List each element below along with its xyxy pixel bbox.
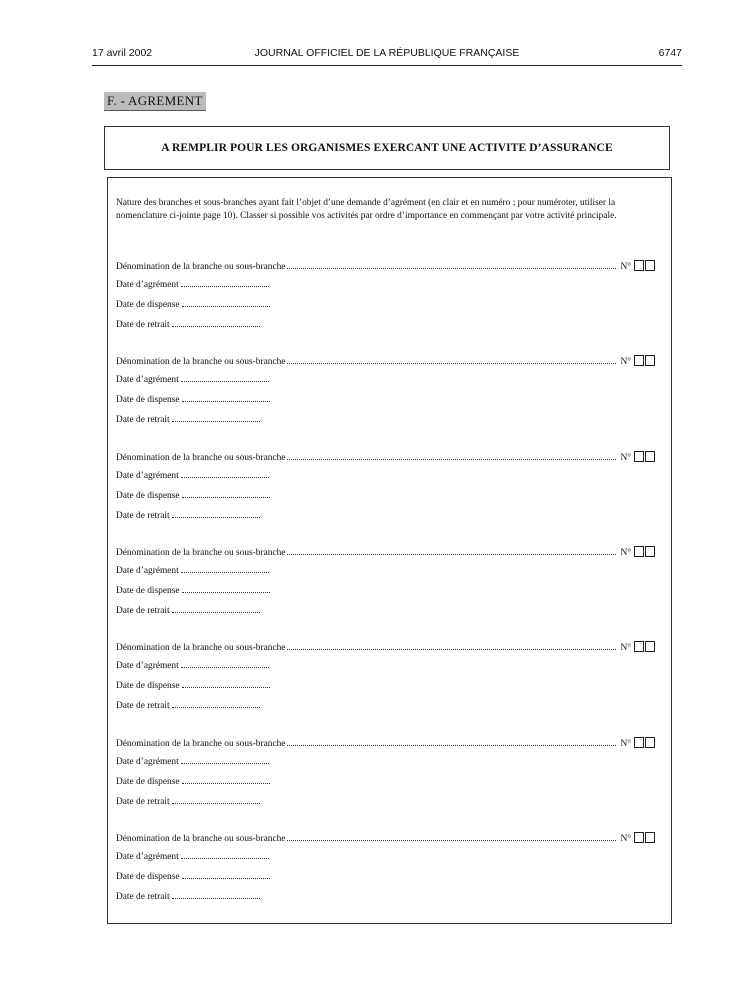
branch-group [116, 353, 656, 433]
dispense-field[interactable] [182, 489, 270, 498]
denomination-label: Dénomination de la branche ou sous-branche [116, 833, 286, 844]
numero-label: N° [620, 452, 631, 463]
numero-box[interactable] [634, 451, 644, 462]
agrement-label: Date d’agrément [116, 851, 179, 862]
numero-box[interactable] [645, 355, 655, 366]
dispense-label: Date de dispense [116, 871, 180, 882]
branch-group [116, 258, 656, 338]
denomination-field[interactable] [287, 355, 616, 364]
numero-box[interactable] [645, 260, 655, 271]
agrement-line [116, 564, 271, 578]
dispense-line [116, 298, 272, 312]
agrement-line [116, 659, 271, 673]
dispense-line [116, 489, 272, 503]
branch-group [116, 449, 656, 529]
agrement-label: Date d’agrément [116, 470, 179, 481]
denomination-label: Dénomination de la branche ou sous-branche [116, 357, 286, 368]
header-page-number: 6747 [658, 47, 682, 59]
retrait-field[interactable] [172, 890, 260, 899]
retrait-label: Date de retrait [116, 701, 170, 712]
retrait-line [116, 509, 262, 523]
denomination-line [116, 353, 656, 367]
retrait-line [116, 318, 262, 332]
numero-box[interactable] [645, 451, 655, 462]
form-instructions: Nature des branches et sous-branches ayant fait l’objet d’une demande d’agrément (en clair et en numéro ; pour numéroter, utiliser la nomenclature ci-jointe page 10). Classer si possible vos activités par ordre d’importance en commençant par votre activité principale. [116, 198, 617, 221]
numero-box[interactable] [645, 737, 655, 748]
branch-group [116, 639, 656, 719]
denomination-label: Dénomination de la branche ou sous-branche [116, 262, 286, 272]
agrement-line [116, 469, 271, 483]
agrement-label: Date d’agrément [116, 756, 179, 767]
denomination-label: Dénomination de la branche ou sous-branche [116, 738, 286, 749]
numero-boxes[interactable] [634, 641, 656, 652]
numero-boxes[interactable] [634, 451, 656, 462]
dispense-field[interactable] [182, 298, 270, 307]
denomination-line [116, 544, 656, 558]
numero-label: N° [620, 547, 631, 558]
numero-box[interactable] [634, 832, 644, 843]
branch-group [116, 544, 656, 624]
numero-label: N° [620, 262, 631, 272]
dispense-field[interactable] [182, 679, 270, 688]
agrement-line [116, 850, 271, 864]
dispense-field[interactable] [182, 393, 270, 402]
denomination-line [116, 639, 656, 653]
retrait-label: Date de retrait [116, 796, 170, 807]
numero-box[interactable] [645, 641, 655, 652]
retrait-field[interactable] [172, 795, 260, 804]
agrement-field[interactable] [181, 373, 269, 382]
dispense-line [116, 870, 272, 884]
branch-group [116, 830, 656, 910]
numero-box[interactable] [645, 546, 655, 557]
retrait-field[interactable] [172, 509, 260, 518]
form-banner: A REMPLIR POUR LES ORGANISMES EXERCANT UNE ACTIVITE D’ASSURANCE [104, 126, 670, 170]
retrait-label: Date de retrait [116, 891, 170, 902]
agrement-line [116, 278, 271, 292]
retrait-field[interactable] [172, 318, 260, 327]
agrement-line [116, 373, 271, 387]
retrait-label: Date de retrait [116, 605, 170, 616]
dispense-field[interactable] [182, 870, 270, 879]
dispense-label: Date de dispense [116, 395, 180, 406]
dispense-line [116, 775, 272, 789]
dispense-field[interactable] [182, 584, 270, 593]
denomination-line [116, 735, 656, 749]
numero-boxes[interactable] [634, 546, 656, 557]
denomination-line [116, 449, 656, 463]
agrement-field[interactable] [181, 659, 269, 668]
numero-boxes[interactable] [634, 737, 656, 748]
page-header [92, 43, 682, 66]
denomination-line [116, 258, 656, 272]
retrait-line [116, 604, 262, 618]
denomination-field[interactable] [287, 641, 616, 650]
numero-label: N° [620, 833, 631, 844]
denomination-field[interactable] [287, 260, 616, 269]
numero-boxes[interactable] [634, 832, 656, 843]
agrement-field[interactable] [181, 755, 269, 764]
denomination-field[interactable] [287, 832, 616, 841]
retrait-label: Date de retrait [116, 415, 170, 426]
agrement-line [116, 755, 271, 769]
numero-box[interactable] [634, 546, 644, 557]
retrait-field[interactable] [172, 699, 260, 708]
retrait-line [116, 890, 262, 904]
dispense-line [116, 584, 272, 598]
dispense-label: Date de dispense [116, 490, 180, 501]
dispense-label: Date de dispense [116, 300, 180, 310]
denomination-label: Dénomination de la branche ou sous-branche [116, 643, 286, 654]
agrement-field[interactable] [181, 850, 269, 859]
header-date: 17 avril 2002 [92, 47, 153, 59]
retrait-field[interactable] [172, 413, 260, 422]
numero-box[interactable] [634, 641, 644, 652]
dispense-line [116, 679, 272, 693]
dispense-label: Date de dispense [116, 585, 180, 596]
numero-box[interactable] [634, 737, 644, 748]
agrement-field[interactable] [181, 278, 269, 287]
numero-box[interactable] [634, 355, 644, 366]
denomination-label: Dénomination de la branche ou sous-branche [116, 452, 286, 463]
agrement-field[interactable] [181, 469, 269, 478]
agrement-label: Date d’agrément [116, 375, 179, 386]
numero-label: N° [620, 357, 631, 368]
denomination-label: Dénomination de la branche ou sous-branche [116, 547, 286, 558]
denomination-field[interactable] [287, 737, 616, 746]
numero-label: N° [620, 643, 631, 654]
dispense-label: Date de dispense [116, 681, 180, 692]
dispense-field[interactable] [182, 775, 270, 784]
dispense-line [116, 393, 272, 407]
retrait-label: Date de retrait [116, 320, 170, 330]
numero-boxes[interactable] [634, 355, 656, 366]
agrement-label: Date d’agrément [116, 280, 179, 290]
retrait-line [116, 699, 262, 713]
branch-group [116, 735, 656, 815]
numero-boxes[interactable] [634, 260, 656, 271]
numero-label: N° [620, 738, 631, 749]
agrement-form [107, 177, 672, 924]
section-title: F. - AGREMENT [104, 92, 206, 111]
denomination-line [116, 830, 656, 844]
dispense-label: Date de dispense [116, 776, 180, 787]
header-journal-title: JOURNAL OFFICIEL DE LA RÉPUBLIQUE FRANÇAISE [254, 47, 520, 59]
denomination-field[interactable] [287, 451, 616, 460]
agrement-field[interactable] [181, 564, 269, 573]
agrement-label: Date d’agrément [116, 661, 179, 672]
retrait-label: Date de retrait [116, 510, 170, 521]
numero-box[interactable] [645, 832, 655, 843]
denomination-field[interactable] [287, 546, 616, 555]
retrait-line [116, 795, 262, 809]
retrait-field[interactable] [172, 604, 260, 613]
numero-box[interactable] [634, 260, 644, 271]
retrait-line [116, 413, 262, 427]
agrement-label: Date d’agrément [116, 565, 179, 576]
